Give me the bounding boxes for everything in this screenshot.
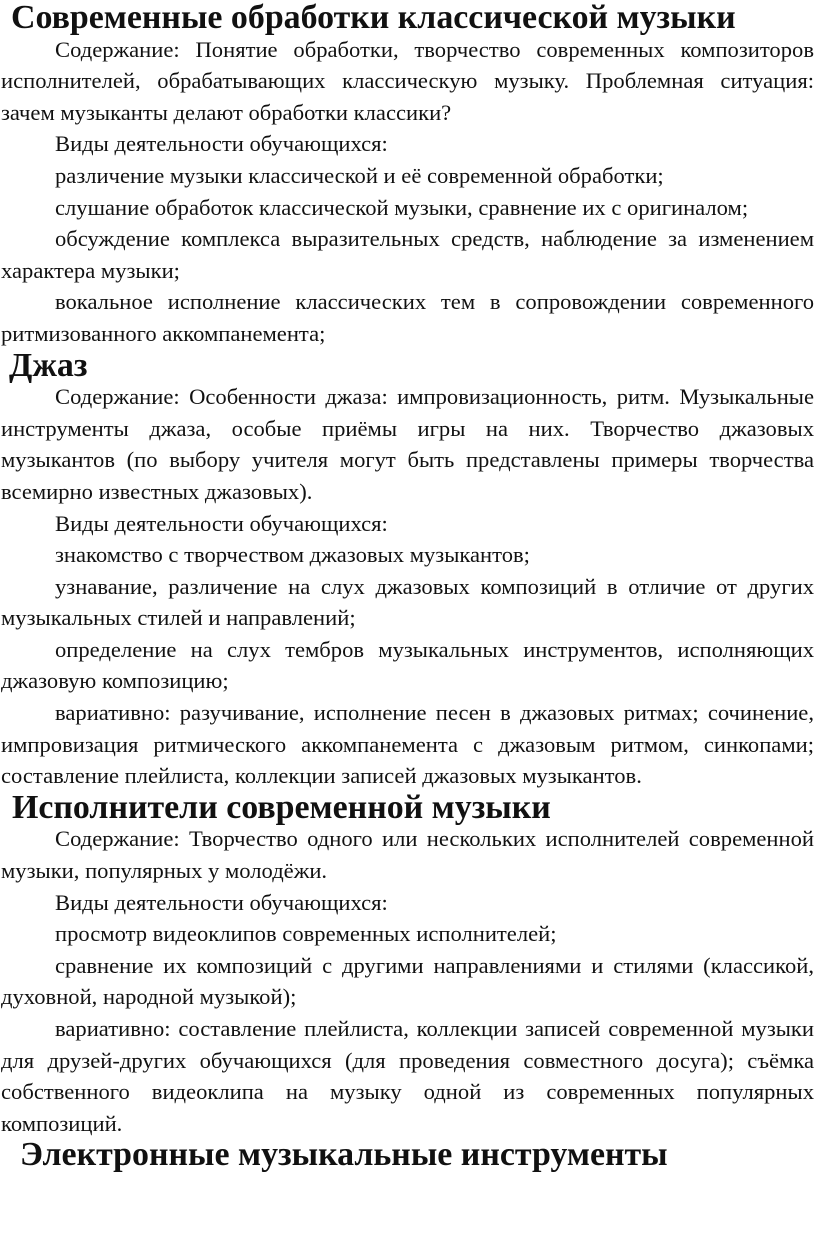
section-modern-performers — [1, 788, 814, 1140]
activity-item: знакомство с творчеством джазовых музыкантов; — [55, 542, 530, 568]
section-classical-arrangements — [1, 2, 814, 350]
activity-item: обсуждение комплекса выразительных средств, наблюдение за изменением характера музыки; — [1, 226, 814, 283]
section-heading: Джаз — [9, 346, 88, 384]
section-heading: Исполнители современной музыки — [12, 788, 551, 826]
activity-item: просмотр видеоклипов современных исполнителей; — [55, 921, 557, 947]
section-jazz — [1, 346, 814, 792]
section-heading: Электронные музыкальные инструменты — [20, 1136, 668, 1174]
content-paragraph: Содержание: Особенности джаза: импровизационность, ритм. Музыкальные инструменты джаза, особые приёмы игры на них. Творчество джазовых музыкантов (по выбору учителя могут быть представлены примеры творчества всемирно известных джазовых). — [1, 384, 814, 504]
activity-item: узнавание, различение на слух джазовых композиций в отличие от других музыкальных стилей и направлений; — [1, 573, 814, 631]
activities-label: Виды деятельности обучающихся: — [55, 131, 388, 157]
content-paragraph: Содержание: Творчество одного или нескольких исполнителей современной музыки, популярных у молодёжи. — [1, 826, 814, 884]
section-electronic-instruments — [1, 1136, 814, 1174]
activities-label: Виды деятельности обучающихся: — [55, 889, 388, 915]
activity-item: различение музыки классической и её современной обработки; — [55, 162, 664, 188]
activity-item: вокальное исполнение классических тем в сопровождении современного ритмизованного аккомпанемента; — [1, 289, 814, 346]
activity-item: вариативно: составление плейлиста, коллекции записей современной музыки для друзей-других обучающихся (для проведения совместного досуга); съёмка собственного видеоклипа на музыку одной из современных популярных композиций. — [1, 1016, 814, 1136]
section-heading: Современные обработки классической музыки — [11, 0, 736, 36]
activity-item: сравнение их композиций с другими направлениями и стилями (классикой, духовной, народной музыкой); — [1, 952, 814, 1010]
content-paragraph: Содержание: Понятие обработки, творчество современных композиторов исполнителей, обрабатывающих классическую музыку. Проблемная ситуация: зачем музыканты делают обработки классики? — [1, 36, 814, 125]
activity-item: определение на слух тембров музыкальных инструментов, исполняющих джазовую композицию; — [1, 636, 814, 694]
activity-item: вариативно: разучивание, исполнение песен в джазовых ритмах; сочинение, импровизация ритмического аккомпанемента с джазовым ритмом, синкопами; составление плейлиста, коллекции записей джазовых музыкантов. — [1, 700, 814, 789]
activity-item: слушание обработок классической музыки, сравнение их с оригиналом; — [55, 194, 749, 220]
activities-label: Виды деятельности обучающихся: — [55, 510, 388, 536]
